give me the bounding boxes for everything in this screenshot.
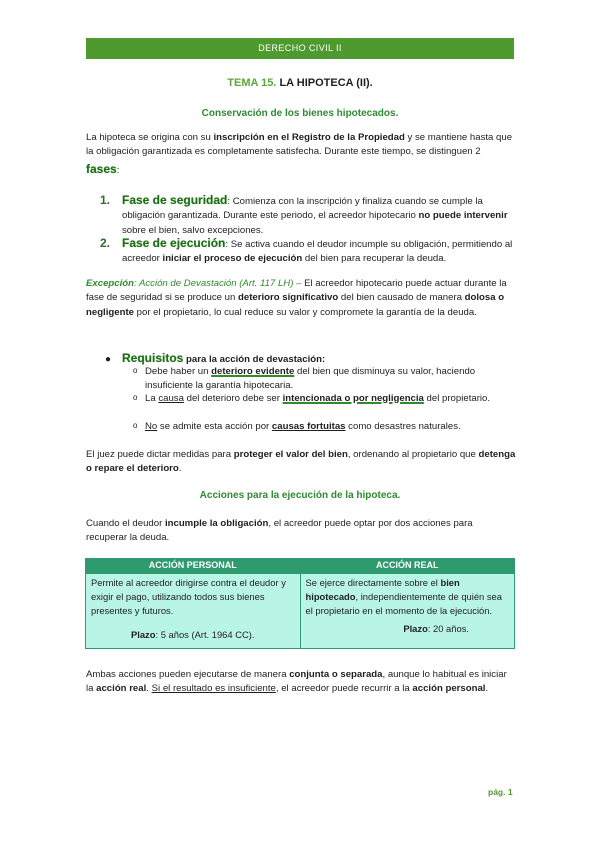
bullet-icon: ● (105, 354, 112, 365)
debtor-bold: incumple la obligación (164, 518, 269, 529)
requisitos-title: Requisitos (122, 351, 184, 365)
exception-text: El acreedor hipotecario puede actuar durante la fase de seguridad si se produce un (86, 278, 507, 304)
debtor-text-2: , el acreedor puede optar por dos acciones para recuperar la deuda. (86, 518, 473, 544)
phase-bold: iniciar el proceso de ejecución (162, 253, 303, 265)
intro-paragraph (86, 131, 516, 178)
circle-bullet-icon: o (133, 393, 138, 402)
debtor-text: Cuando el deudor (86, 518, 165, 529)
item-text-2: del bien que disminuya su valor, haciendo insuficiente la garantía hipotecaria. (145, 366, 476, 392)
item-underlined: causa (158, 393, 184, 404)
real-text-bold: bien hipotecado (305, 577, 460, 603)
phase-name: Fase de ejecución (122, 236, 226, 250)
phase-text: : Comienza con la inscripción y finaliza cuando se cumple la obligación garantizada. Durante este periodo, el acreedor hipotecario (122, 196, 483, 222)
closing-text: Ambas acciones pueden ejecutarse de manera (86, 669, 290, 680)
item-emphasis: deterioro evidente (211, 366, 295, 377)
header-accion-personal: ACCIÓN PERSONAL (86, 559, 301, 574)
exception-title: : Acción de Devastación (Art. 117 LH) – (134, 278, 302, 289)
real-text-c: , independientemente de quién sea el propietario en el momento de la ejecución. (305, 591, 502, 617)
item-emphasis: causas fortuitas (271, 421, 346, 432)
exception-label: Excepción (86, 278, 134, 289)
phase-name: Fase de seguridad (122, 193, 228, 207)
closing-bold: conjunta o separada (289, 669, 383, 680)
real-text-a: Se ejerce directamente sobre el (305, 577, 441, 588)
title-text: LA HIPOTECA (II). (279, 77, 373, 89)
judge-text-3: . (178, 463, 182, 475)
phase-number: 2. (100, 236, 111, 250)
exception-text-2: del bien causado de manera (338, 292, 465, 304)
phase-number: 1. (100, 193, 111, 207)
header-accion-real: ACCIÓN REAL (300, 559, 515, 574)
judge-bold-2: detenga o repare el deterioro (86, 449, 516, 475)
section-heading-conservacion: Conservación de los bienes hipotecados. (201, 108, 399, 119)
intro-fases: fases (86, 161, 117, 176)
exception-text-3: por el propietario, lo cual reduce su valor y compromete la garantía de la deuda. (133, 306, 477, 318)
personal-text: Permite al acreedor dirigirse contra el deudor y exigir el pago, utilizando todos sus bienes presentes y futuros. (91, 577, 286, 617)
closing-paragraph (86, 668, 516, 697)
real-text (306, 576, 510, 618)
exception-bold-2: dolosa o negligente (86, 292, 505, 318)
item-text: La (145, 393, 159, 404)
list-item (133, 392, 517, 406)
intro-bold: inscripción en el Registro de la Propiedad (213, 132, 405, 143)
page-title (0, 75, 600, 92)
judge-text-2: , ordenando al propietario que (347, 449, 479, 460)
closing-bold-3: acción personal (412, 683, 486, 695)
phase-text-2: del bien para recuperar la deuda. (302, 253, 447, 265)
cell-accion-personal (86, 574, 301, 649)
item-text: Debe haber un (145, 366, 212, 377)
circle-bullet-icon: o (133, 421, 138, 430)
debtor-paragraph (86, 517, 516, 546)
closing-bold-2: acción real (96, 683, 147, 695)
phase-item (100, 234, 518, 267)
plazo-value: : 5 años (Art. 1964 CC). (155, 629, 255, 641)
closing-text-4: , el acreedor puede recurrir a la (275, 683, 413, 695)
intro-colon: : (116, 164, 120, 176)
table-row (86, 574, 515, 649)
list-item (133, 365, 517, 394)
exception-paragraph (86, 277, 516, 320)
item-text-2: del deterioro debe ser (183, 393, 283, 404)
personal-plazo (91, 628, 295, 642)
plazo-label: Plazo (130, 629, 156, 641)
item-text: se admite esta acción por (157, 421, 272, 432)
title-number: TEMA 15. (227, 77, 277, 89)
closing-text-5: . (485, 683, 489, 695)
closing-text-3: . (146, 683, 152, 695)
item-text-2: como desastres naturales. (345, 421, 461, 432)
phase-bold: no puede intervenir (418, 210, 508, 222)
item-underlined: No (145, 421, 158, 432)
table-header-row (86, 559, 515, 574)
phase-text: : Se activa cuando el deudor incumple su obligación, permitiendo al acreedor (122, 239, 513, 265)
item-text-3: del propietario. (423, 393, 491, 404)
judge-paragraph (86, 448, 516, 477)
intro-text-2: y se mantiene hasta que la obligación garantizada es completamente satisfecha. Durante este tiempo, se distinguen 2 (86, 132, 513, 158)
judge-bold: proteger el valor del bien (233, 449, 348, 460)
requisitos-rest: para la acción de devastación: (183, 354, 326, 365)
circle-bullet-icon: o (133, 366, 138, 375)
cell-accion-real (300, 574, 515, 649)
header-bar (86, 38, 514, 59)
judge-text: El juez puede dictar medidas para (86, 449, 234, 460)
item-emphasis: intencionada o por negligencia (282, 393, 424, 404)
plazo-label: Plazo (403, 623, 428, 635)
header-text: DERECHO CIVIL II (258, 43, 342, 53)
real-plazo (306, 622, 510, 636)
closing-underlined: Si el resultado es insuficiente (151, 683, 276, 695)
plazo-value: : 20 años. (427, 623, 469, 635)
intro-text: La hipoteca se origina con su (86, 132, 214, 143)
exception-bold: deterioro significativo (238, 292, 339, 304)
closing-text-2: , aunque lo habitual es iniciar la (86, 669, 507, 695)
phase-item (100, 191, 518, 238)
list-item (133, 420, 517, 434)
phase-text-2: sobre el bien, salvo excepciones. (122, 224, 264, 236)
page-number: pág. 1 (488, 787, 513, 797)
actions-table (85, 558, 515, 649)
section-heading-acciones: Acciones para la ejecución de la hipoteca. (199, 490, 401, 501)
